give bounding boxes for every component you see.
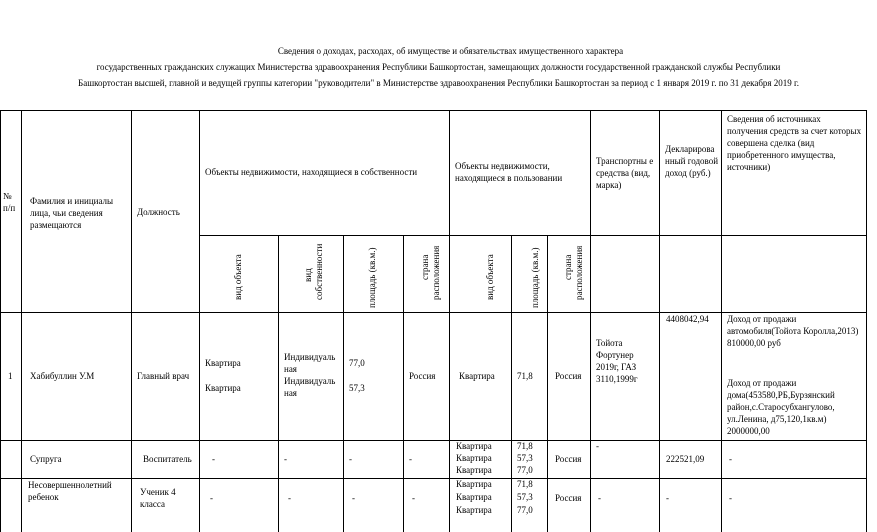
row3-position: Ученик 4 класса: [140, 487, 176, 509]
row2-income: 222521,09: [666, 454, 705, 464]
row2-position: Воспитатель: [143, 454, 192, 464]
subheader-own-country-1: страна: [420, 254, 430, 280]
row1-source-1: Доход от продажи автомобиля(Тойота Королла,2013) 810000,00 руб: [727, 314, 859, 348]
title-line-3: Башкортостан высшей, главной и ведущей группы категории "руководители" в Министерстве здравоохранения Республики Башкортостан за период с 1 января 2019 г. по 31 декабря 2019 г.: [78, 78, 799, 88]
row3-use-area-2: 57,3: [517, 492, 533, 502]
header-income: Декларирова нный годовой доход (руб.): [665, 144, 719, 178]
row1-use-area: 71,8: [517, 371, 533, 381]
row1-source-2: Доход от продажи дома(453580,РБ,Бурзянский район,с.Старосубхангулово, ул.Ленина, д75,120,1кв.м) 2000000,00: [727, 378, 835, 436]
row2-use-obj-2: Квартира: [456, 453, 492, 463]
row3-name: Несовершеннолетний ребенок: [28, 480, 112, 502]
row1-income: 4408042,94: [666, 314, 709, 324]
row1-transport: Тойота Фортунер 2019г, ГАЗ 3110,1999г: [596, 338, 638, 384]
row2-own-obj: -: [212, 454, 215, 464]
row1-own-obj-2: Квартира: [205, 383, 241, 393]
title-line-1: Сведения о доходах, расходах, об имуществе и обязательствах имущественного характера: [277, 46, 624, 56]
subheader-use-country-1: страна: [563, 254, 573, 280]
row1-position: Главный врач: [137, 371, 190, 381]
header-used: Объекты недвижимости, находящиеся в пользовании: [455, 161, 563, 183]
subheader-use-country-2: расположения: [574, 245, 584, 300]
header-sources: Сведения об источниках получения средств за счет которых совершена сделка (вид приобретенного имущества, источники): [727, 114, 862, 172]
subheader-own-area: площадь (кв.м.): [367, 247, 377, 308]
row3-source: -: [729, 493, 732, 503]
row3-own-obj: -: [210, 493, 213, 503]
header-position: Должность: [137, 207, 180, 217]
row2-use-area-3: 77,0: [517, 465, 533, 475]
row3-own-area: -: [352, 493, 355, 503]
row2-use-obj-3: Квартира: [456, 465, 492, 475]
row3-income: -: [666, 493, 669, 503]
subheader-own-type-2: собственности: [314, 243, 324, 300]
row2-source: -: [729, 454, 732, 464]
header-num: № п/п: [3, 191, 16, 213]
row1-own-area-2: 57,3: [349, 383, 365, 393]
row2-own-country: -: [409, 454, 412, 464]
row1-use-obj: Квартира: [459, 371, 495, 381]
subheader-use-area: площадь (кв.м.): [530, 247, 540, 308]
row3-use-obj-3: Квартира: [456, 505, 492, 515]
subheader-own-country-2: расположения: [431, 245, 441, 300]
subheader-own-type-1: вид: [303, 268, 313, 282]
row3-own-country: -: [412, 493, 415, 503]
row1-name: Хабибуллин У.М: [30, 371, 95, 381]
row3-own-type: -: [288, 493, 291, 503]
row3-use-area-1: 71,8: [517, 479, 533, 489]
header-name: Фамилия и инициалы лица, чьи сведения размещаются: [30, 196, 114, 230]
row1-own-area-1: 77,0: [349, 358, 365, 368]
row1-own-type: Индивидуаль ная Индивидуаль ная: [284, 352, 336, 398]
subheader-own-obj-type: вид объекта: [233, 254, 243, 300]
header-owned: Объекты недвижимости, находящиеся в собственности: [205, 167, 418, 177]
row2-use-obj-1: Квартира: [456, 441, 492, 451]
title-line-2: государственных гражданских служащих Министерства здравоохранения Республики Башкортостан, замещающих должности государственной гражданской службы Республики: [96, 62, 781, 72]
header-transport: Транспортны е средства (вид, марка): [596, 156, 654, 190]
row2-own-area: -: [349, 454, 352, 464]
row3-use-obj-1: Квартира: [456, 479, 492, 489]
row2-own-type: -: [284, 454, 287, 464]
row3-transport: -: [598, 493, 601, 503]
subheader-use-obj-type: вид объекта: [485, 254, 495, 300]
row2-transport: -: [596, 441, 599, 451]
row2-use-area-2: 57,3: [517, 453, 533, 463]
row2-use-country: Россия: [555, 454, 582, 464]
row1-use-country: Россия: [555, 371, 582, 381]
row1-own-obj-1: Квартира: [205, 358, 241, 368]
row3-use-area-3: 77,0: [517, 505, 533, 515]
row1-own-country: Россия: [409, 371, 436, 381]
row3-use-obj-2: Квартира: [456, 492, 492, 502]
row2-use-area-1: 71,8: [517, 441, 533, 451]
row1-num: 1: [8, 371, 13, 381]
row3-use-country: Россия: [555, 493, 582, 503]
row2-name: Супруга: [30, 454, 62, 464]
